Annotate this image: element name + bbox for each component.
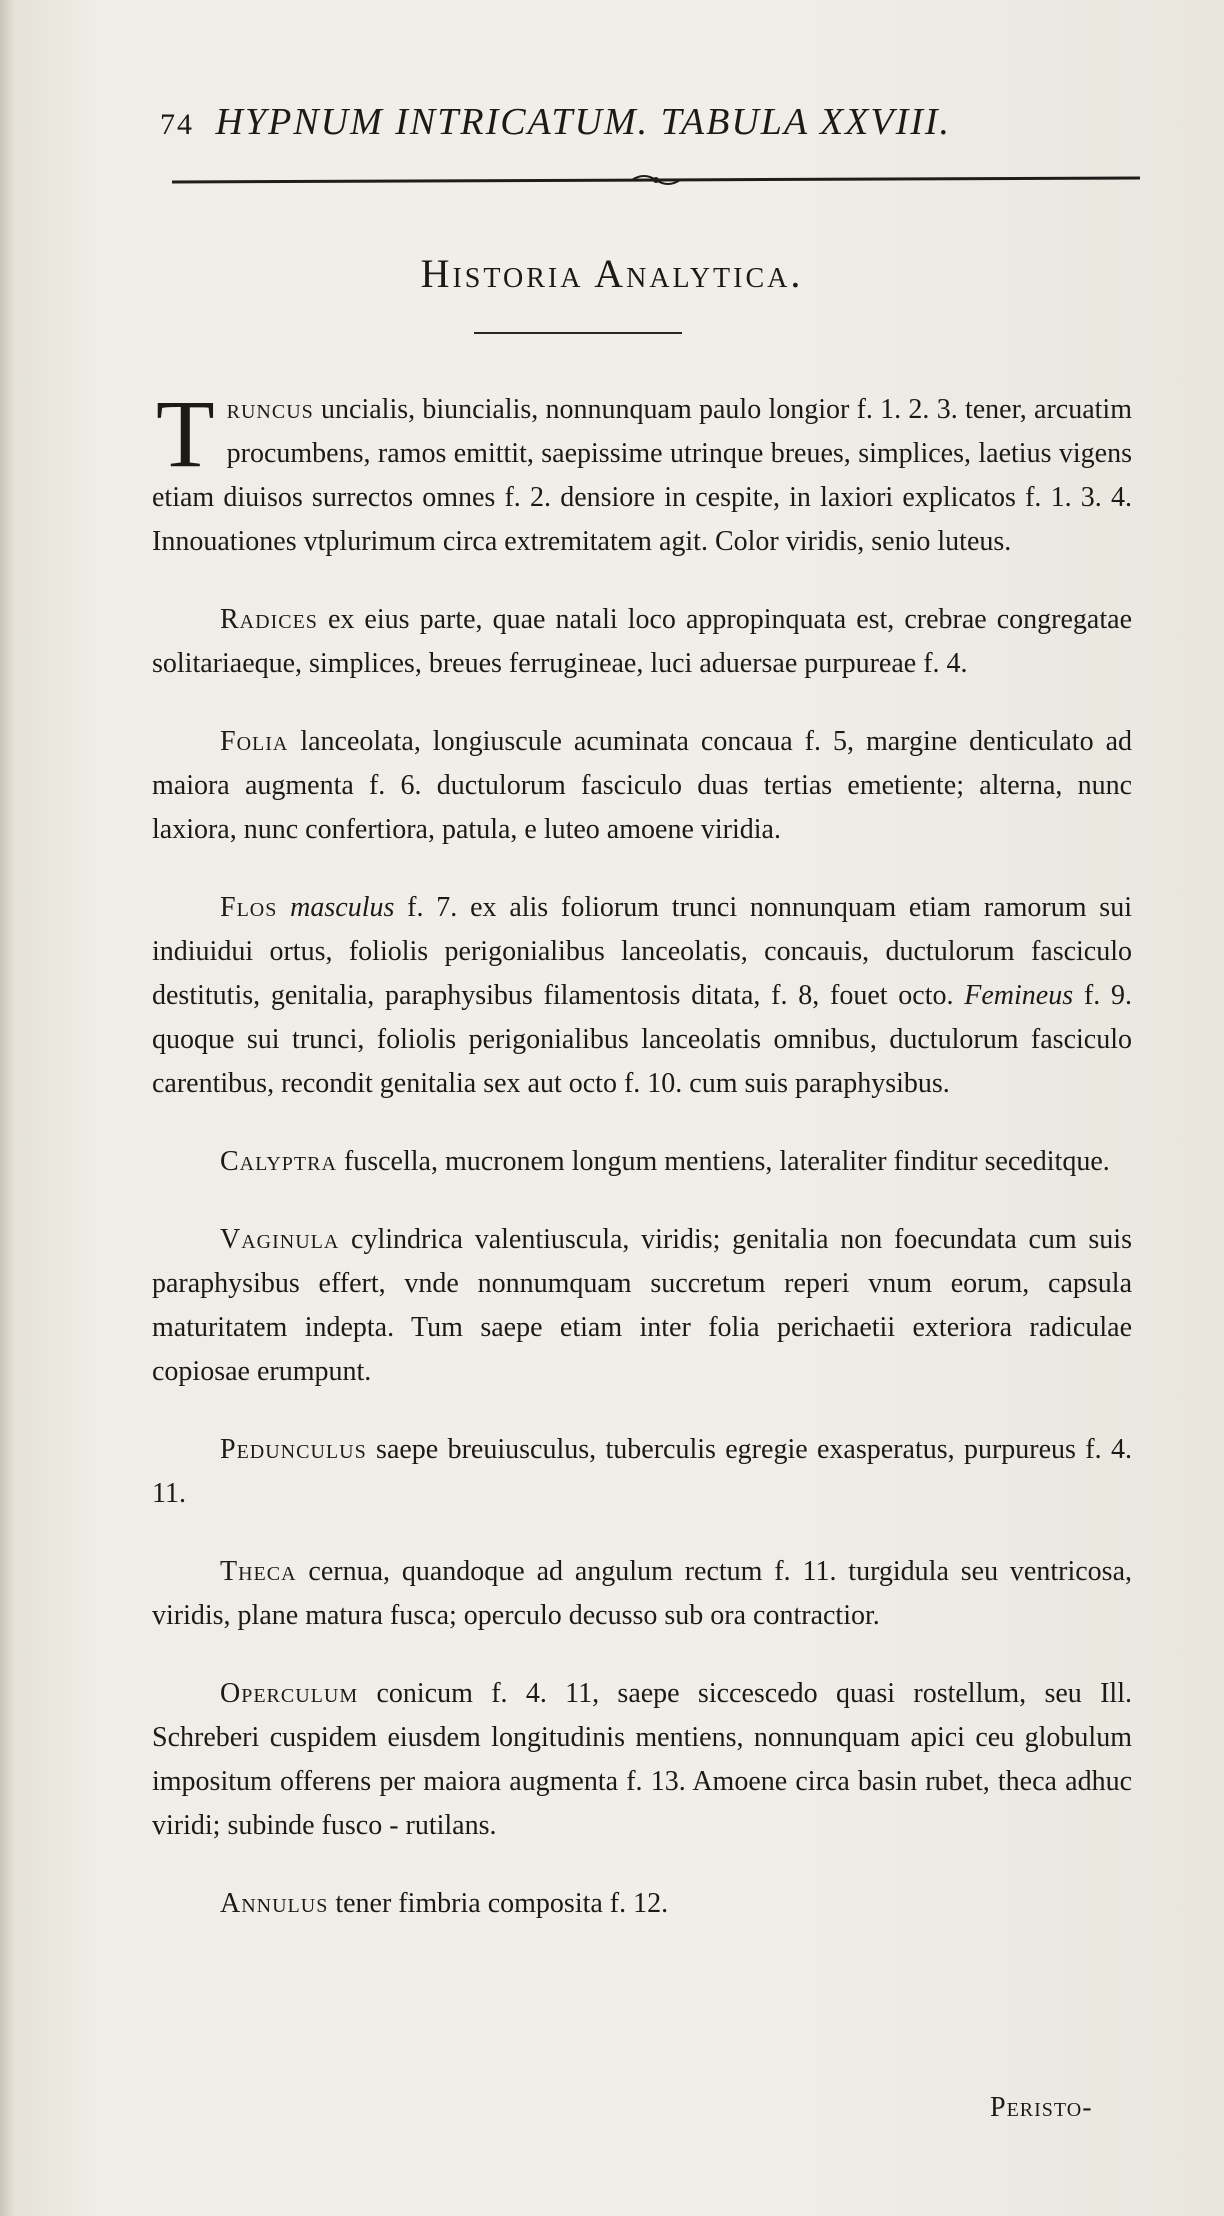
- body-text: [152, 380, 1132, 1960]
- paragraph-text: f. 9. quoque sui trunci, foliolis perigonialibus lanceolatis omnibus, ductulorum fasciculo carentibus, recondit genitalia sex aut octo f. 10. cum suis paraphysibus.: [152, 980, 1132, 1099]
- ornamental-rule: [172, 172, 1140, 192]
- paragraph-lead: Pedunculus: [220, 1434, 367, 1465]
- paragraph-annulus: [152, 1882, 1132, 1926]
- paragraph-text: tener fimbria composita f. 12.: [328, 1888, 669, 1919]
- gutter-shadow: [0, 0, 14, 2216]
- paragraph-truncus: [152, 380, 1132, 564]
- paragraph-text: ex eius parte, quae natali loco appropinquata est, crebrae congregatae solitariaeque, simplices, breues ferrugineae, luci aduersae purpureae f. 4.: [152, 604, 1132, 679]
- paragraph-text: f. 7. ex alis foliorum trunci nonnunquam etiam ramorum sui indiuidui ortus, foliolis perigonialibus lanceolatis, concauis, ductulorum fasciculo destitutis, genitalia, paraphysibus filamentosis ditata, f. 8, fouet octo.: [152, 892, 1132, 1011]
- paragraph-text: conicum f. 4. 11, saepe siccescedo quasi rostellum, seu Ill. Schreberi cuspidem eiusdem longitudinis mentiens, nonnunquam apici ceu globulum impositum offerens per maiora augmenta f. 13. Amoene circa basin rubet, theca adhuc viridi; subinde fusco - rutilans.: [152, 1678, 1132, 1841]
- paragraph-lead: Theca: [220, 1556, 297, 1587]
- paragraph-lead: Folia: [220, 726, 289, 757]
- paragraph-text: cylindrica valentiuscula, viridis; genitalia non foecundata cum suis paraphysibus effert, vnde nonnumquam succretum reperi vnum eorum, capsula maturitatem indepta. Tum saepe etiam inter folia perichaetii exteriora radiculae copiosae erumpunt.: [152, 1224, 1132, 1387]
- paragraph-lead: Calyptra: [220, 1146, 337, 1177]
- paragraph-lead: Flos: [220, 892, 278, 923]
- paragraph-theca: [152, 1550, 1132, 1638]
- paragraph-text: cernua, quandoque ad angulum rectum f. 11. turgidula seu ventricosa, viridis, plane matura fusca; operculo decusso sub ora contractior.: [152, 1556, 1132, 1631]
- paragraph-lead: Operculum: [220, 1678, 359, 1709]
- running-head-text: HYPNUM INTRICATUM. TABULA XXVIII.: [215, 101, 952, 143]
- paragraph-text: uncialis, biuncialis, nonnunquam paulo longior f. 1. 2. 3. tener, arcuatim procumbens, ramos emittit, saepissime utrinque breues, simplices, laetius vigens etiam diuisos surrectos omnes f. 2. densiore in cespite, in laxiori explicatos f. 1. 3. 4. Innouationes vtplurimum circa extremitatem agit. Color viridis, senio luteus.: [152, 394, 1132, 557]
- paragraph-lead: runcus: [226, 394, 314, 425]
- section-title: Historia Analytica.: [420, 251, 804, 296]
- paragraph-text: lanceolata, longiuscule acuminata concaua f. 5, margine denticulato ad maiora augmenta f. 6. ductulorum fasciculo duas tertias emetiente; alterna, nunc laxiora, nunc confertiora, patula, e luteo amoene viridia.: [152, 726, 1132, 845]
- drop-cap: T: [156, 380, 215, 487]
- paragraph-calyptra: [152, 1140, 1132, 1184]
- paragraph-vaginula: [152, 1218, 1132, 1394]
- page-number: 74: [160, 108, 194, 141]
- paragraph-text: saepe breuiusculus, tuberculis egregie exasperatus, purpureus f. 4. 11.: [152, 1434, 1132, 1509]
- paragraph-radices: [152, 598, 1132, 686]
- running-head: [160, 100, 1160, 150]
- paragraph-lead: Annulus: [220, 1888, 329, 1919]
- catchword: Peristo-: [990, 2092, 1093, 2123]
- title-underline: [474, 332, 682, 334]
- paragraph-text: fuscella, mucronem longum mentiens, lateraliter finditur seceditque.: [336, 1146, 1110, 1177]
- paragraph-operculum: [152, 1672, 1132, 1848]
- paragraph-pedunculus: [152, 1428, 1132, 1516]
- paragraph-flos: [152, 886, 1132, 1106]
- paragraph-folia: [152, 720, 1132, 852]
- paragraph-lead: Radices: [220, 604, 318, 635]
- italic-term: masculus: [277, 892, 395, 923]
- italic-term: Femineus: [953, 980, 1074, 1011]
- paragraph-lead: Vaginula: [220, 1224, 340, 1255]
